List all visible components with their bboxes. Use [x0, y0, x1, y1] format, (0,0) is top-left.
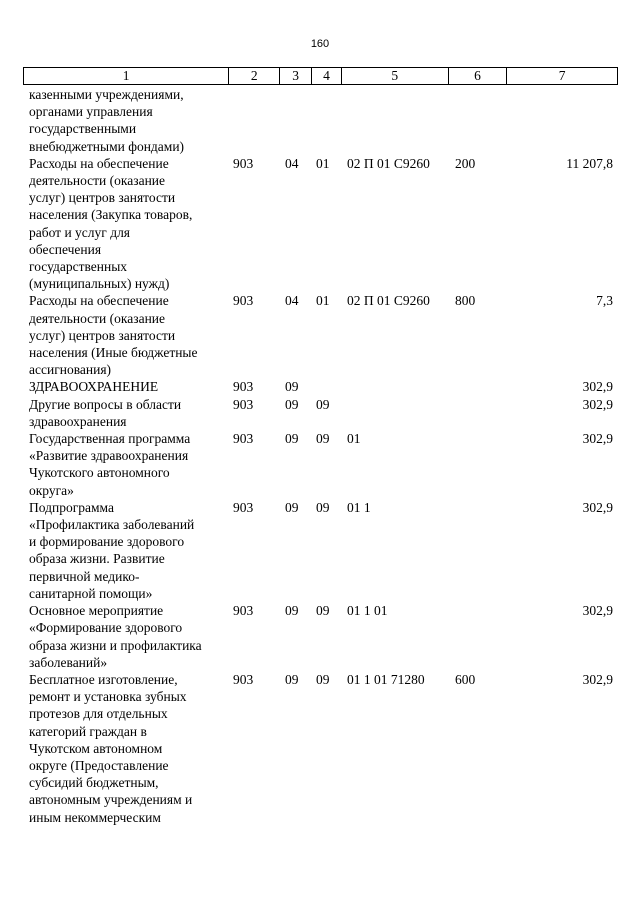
row-type	[449, 396, 508, 430]
row-type	[449, 499, 508, 602]
row-target	[342, 378, 449, 395]
row-amount: 302,9	[582, 379, 613, 395]
row-subsection	[312, 86, 342, 155]
row-name	[23, 430, 229, 499]
row-target: 01 1 01	[347, 603, 388, 619]
header-col-5: 5	[342, 68, 449, 84]
row-code: 903	[233, 155, 254, 171]
header-col-1: 1	[24, 68, 229, 84]
row-amount: 302,9	[582, 396, 613, 412]
row-name-line: Расходы на обеспечение	[29, 293, 169, 309]
header-col-3: 3	[280, 68, 312, 84]
row-code	[229, 86, 280, 155]
row-name	[23, 602, 229, 671]
row-name-line: услуг) центров занятости	[29, 190, 176, 206]
row-name-line: и формирование здорового	[29, 534, 185, 550]
row-subsection: 09	[316, 671, 330, 687]
row-name-line: «Профилактика заболеваний	[29, 517, 195, 533]
row-name-line: ЗДРАВООХРАНЕНИЕ	[29, 379, 159, 395]
table-row	[23, 396, 618, 430]
row-name-line: Другие вопросы в области	[29, 396, 182, 412]
row-name-line: Подпрограмма	[29, 499, 114, 515]
row-name-line: деятельности (оказание	[29, 173, 166, 189]
row-name-line: Основное мероприятие	[29, 603, 164, 619]
header-col-2: 2	[229, 68, 280, 84]
row-target: 02 П 01 С9260	[347, 293, 430, 309]
row-name	[23, 671, 229, 826]
row-code: 903	[233, 603, 254, 619]
row-name-line: государственными	[29, 121, 137, 137]
row-name-line: иным некоммерческим	[29, 809, 161, 825]
row-name-line: обеспечения	[29, 241, 102, 257]
row-name-line: округе (Предоставление	[29, 757, 169, 773]
row-name-line: государственных	[29, 259, 128, 275]
table-row	[23, 378, 618, 395]
row-amount: 7,3	[596, 293, 613, 309]
row-target: 01	[347, 431, 361, 447]
row-subsection: 01	[316, 293, 330, 309]
table-body	[23, 86, 618, 826]
row-name-line: внебюджетными фондами)	[29, 138, 185, 154]
row-target: 01 1	[347, 499, 371, 515]
row-type	[449, 378, 508, 395]
table-row	[23, 671, 618, 826]
row-name-line: здравоохранения	[29, 413, 127, 429]
row-name-line: Расходы на обеспечение	[29, 155, 169, 171]
row-section: 09	[285, 431, 299, 447]
row-name-line: образа жизни и профилактика	[29, 637, 202, 653]
row-name-line: населения (Иные бюджетные	[29, 345, 198, 361]
row-section: 09	[285, 499, 299, 515]
row-name	[23, 378, 229, 395]
row-section	[280, 86, 312, 155]
row-type: 600	[455, 671, 476, 687]
row-subsection: 09	[316, 603, 330, 619]
row-name-line: казенными учреждениями,	[29, 87, 184, 102]
row-target: 02 П 01 С9260	[347, 155, 430, 171]
table-row	[23, 292, 618, 378]
row-name-line: (муниципальных) нужд)	[29, 276, 170, 292]
row-type: 200	[455, 155, 476, 171]
row-amount: 302,9	[582, 431, 613, 447]
row-name	[23, 396, 229, 430]
table-row	[23, 430, 618, 499]
row-name-line: населения (Закупка товаров,	[29, 207, 193, 223]
row-name-line: автономным учреждениям и	[29, 792, 193, 808]
row-name-line: Чукотского автономного	[29, 465, 170, 481]
row-subsection: 01	[316, 155, 330, 171]
row-type	[449, 86, 508, 155]
row-section: 09	[285, 379, 299, 395]
row-type: 800	[455, 293, 476, 309]
row-code: 903	[233, 499, 254, 515]
row-name	[23, 292, 229, 378]
row-name-line: образа жизни. Развитие	[29, 551, 165, 567]
row-subsection	[312, 378, 342, 395]
row-name-line: округа»	[29, 482, 74, 498]
row-name-line: категорий граждан в	[29, 723, 147, 739]
header-col-4: 4	[312, 68, 342, 84]
table-header	[23, 67, 618, 85]
row-section: 04	[285, 155, 299, 171]
row-name-line: Бесплатное изготовление,	[29, 671, 178, 687]
row-name-line: работ и услуг для	[29, 224, 131, 240]
row-name	[23, 86, 229, 155]
row-amount	[508, 86, 618, 155]
row-amount: 302,9	[582, 603, 613, 619]
row-name-line: санитарной помощи»	[29, 585, 153, 601]
table-row	[23, 602, 618, 671]
row-name-line: Чукотском автономном	[29, 740, 163, 756]
row-name	[23, 155, 229, 293]
row-subsection: 09	[316, 431, 330, 447]
row-name-line: ассигнования)	[29, 362, 112, 378]
row-name-line: субсидий бюджетным,	[29, 775, 159, 791]
table-row	[23, 155, 618, 293]
row-name	[23, 499, 229, 602]
row-name-line: заболеваний»	[29, 654, 108, 670]
row-amount: 11 207,8	[566, 155, 613, 171]
row-section: 04	[285, 293, 299, 309]
row-code: 903	[233, 379, 254, 395]
row-name-line: первичной медико-	[29, 568, 140, 584]
row-name-line: протезов для отдельных	[29, 706, 168, 722]
header-col-7: 7	[558, 68, 566, 83]
row-code: 903	[233, 671, 254, 687]
row-section: 09	[285, 396, 299, 412]
row-target	[342, 86, 449, 155]
table-row	[23, 499, 618, 602]
page-number: 160	[310, 38, 330, 50]
row-name-line: деятельности (оказание	[29, 310, 166, 326]
row-type	[449, 430, 508, 499]
row-amount: 302,9	[582, 671, 613, 687]
row-code: 903	[233, 431, 254, 447]
row-amount: 302,9	[582, 499, 613, 515]
row-code: 903	[233, 293, 254, 309]
row-target	[342, 396, 449, 430]
row-target: 01 1 01 71280	[347, 671, 425, 687]
header-col-6: 6	[449, 68, 508, 84]
table-row	[23, 86, 618, 155]
row-name-line: услуг) центров занятости	[29, 327, 176, 343]
row-name-line: органами управления	[29, 104, 153, 120]
row-name-line: «Развитие здравоохранения	[29, 448, 189, 464]
row-code: 903	[233, 396, 254, 412]
row-section: 09	[285, 671, 299, 687]
row-section: 09	[285, 603, 299, 619]
row-name-line: «Формирование здорового	[29, 620, 183, 636]
row-type	[449, 602, 508, 671]
row-subsection: 09	[316, 499, 330, 515]
row-name-line: Государственная программа	[29, 431, 191, 447]
row-name-line: ремонт и установка зубных	[29, 689, 187, 705]
row-subsection: 09	[316, 396, 330, 412]
